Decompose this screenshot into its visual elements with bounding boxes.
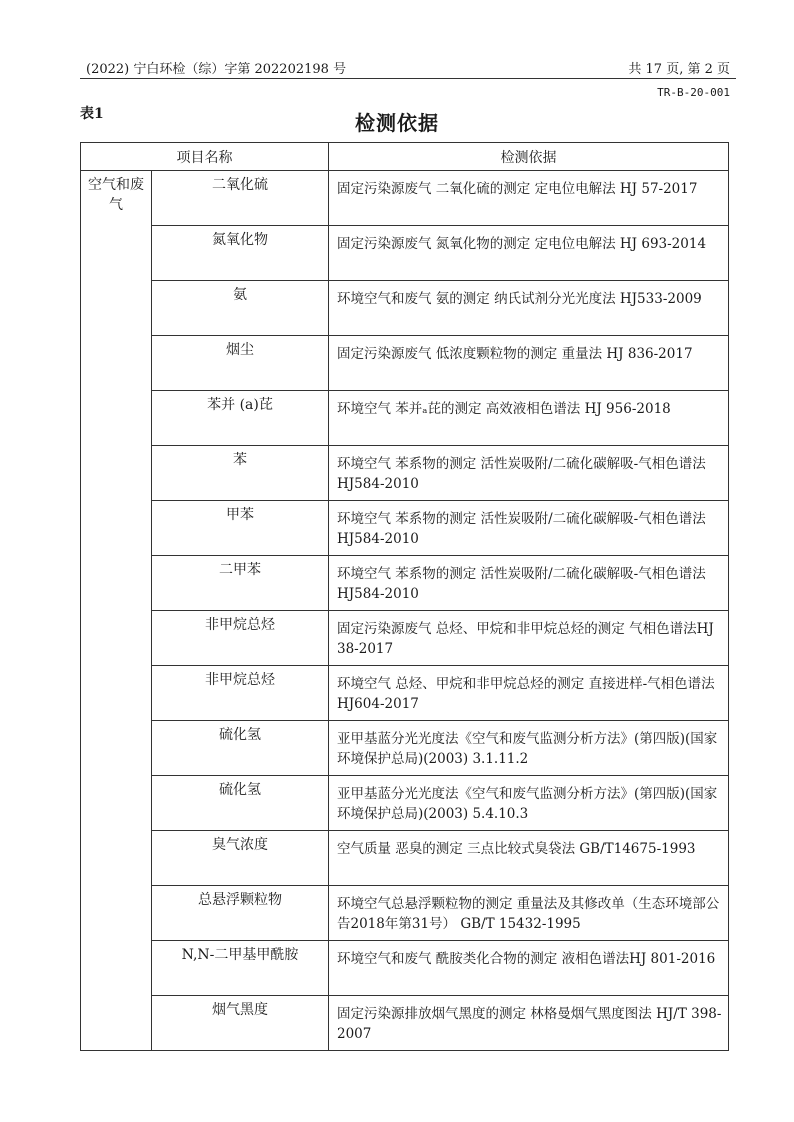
item-cell: 非甲烷总烃 <box>152 611 329 666</box>
table-header-row <box>81 143 729 171</box>
basis-cell: 环境空气 苯系物的测定 活性炭吸附/二硫化碳解吸-气相色谱法 HJ584-2010 <box>329 501 729 556</box>
item-cell: 苯 <box>152 446 329 501</box>
basis-cell: 环境空气 总烃、甲烷和非甲烷总烃的测定 直接进样-气相色谱法HJ604-2017 <box>329 666 729 721</box>
table-row <box>81 831 729 886</box>
item-cell: 总悬浮颗粒物 <box>152 886 329 941</box>
table-row <box>81 171 729 226</box>
item-cell: 二甲苯 <box>152 556 329 611</box>
basis-cell: 固定污染源废气 低浓度颗粒物的测定 重量法 HJ 836-2017 <box>329 336 729 391</box>
table-row <box>81 336 729 391</box>
table-row <box>81 776 729 831</box>
basis-cell: 环境空气和废气 酰胺类化合物的测定 液相色谱法HJ 801-2016 <box>329 941 729 996</box>
table-row <box>81 996 729 1051</box>
item-cell: N,N-二甲基甲酰胺 <box>152 941 329 996</box>
basis-cell: 固定污染源废气 氮氧化物的测定 定电位电解法 HJ 693-2014 <box>329 226 729 281</box>
basis-table <box>80 142 729 1051</box>
basis-cell: 环境空气 苯并ₐ芘的测定 高效液相色谱法 HJ 956-2018 <box>329 391 729 446</box>
table-row <box>81 611 729 666</box>
table-row <box>81 556 729 611</box>
table-label: 表1 <box>80 106 104 122</box>
item-cell: 臭气浓度 <box>152 831 329 886</box>
basis-cell: 固定污染源排放烟气黑度的测定 林格曼烟气黑度图法 HJ/T 398-2007 <box>329 996 729 1051</box>
table-row <box>81 666 729 721</box>
basis-cell: 环境空气和废气 氨的测定 纳氏试剂分光光度法 HJ533-2009 <box>329 281 729 336</box>
item-cell: 甲苯 <box>152 501 329 556</box>
basis-cell: 固定污染源废气 二氧化硫的测定 定电位电解法 HJ 57-2017 <box>329 171 729 226</box>
form-code: TR-B-20-001 <box>657 86 730 99</box>
table-row <box>81 281 729 336</box>
basis-cell: 亚甲基蓝分光光度法《空气和废气监测分析方法》(第四版)(国家环境保护总局)(2003) 3.1.11.2 <box>329 721 729 776</box>
page-info: 共 17 页, 第 2 页 <box>628 62 730 77</box>
category-cell: 空气和废气 <box>81 171 152 1051</box>
item-cell: 硫化氢 <box>152 776 329 831</box>
item-cell: 苯并 (a)芘 <box>152 391 329 446</box>
item-cell: 烟尘 <box>152 336 329 391</box>
header-divider <box>80 78 736 79</box>
item-cell: 氨 <box>152 281 329 336</box>
basis-cell: 固定污染源废气 总烃、甲烷和非甲烷总烃的测定 气相色谱法HJ 38-2017 <box>329 611 729 666</box>
table-row <box>81 941 729 996</box>
table-row <box>81 391 729 446</box>
page-title: 检测依据 <box>355 111 439 135</box>
item-cell: 氮氧化物 <box>152 226 329 281</box>
table-row <box>81 886 729 941</box>
header-item-name: 项目名称 <box>81 143 329 171</box>
item-cell: 硫化氢 <box>152 721 329 776</box>
table-row <box>81 226 729 281</box>
item-cell: 烟气黑度 <box>152 996 329 1051</box>
basis-cell: 亚甲基蓝分光光度法《空气和废气监测分析方法》(第四版)(国家环境保护总局)(2003) 5.4.10.3 <box>329 776 729 831</box>
basis-cell: 环境空气 苯系物的测定 活性炭吸附/二硫化碳解吸-气相色谱法 HJ584-2010 <box>329 446 729 501</box>
table-row <box>81 501 729 556</box>
item-cell: 非甲烷总烃 <box>152 666 329 721</box>
table-row <box>81 721 729 776</box>
table-row <box>81 446 729 501</box>
header-basis: 检测依据 <box>329 143 729 171</box>
basis-cell: 环境空气总悬浮颗粒物的测定 重量法及其修改单（生态环境部公告2018年第31号） GB/T 15432-1995 <box>329 886 729 941</box>
report-number: (2022) 宁白环检（综）字第 202202198 号 <box>86 62 347 77</box>
basis-cell: 空气质量 恶臭的测定 三点比较式臭袋法 GB/T14675-1993 <box>329 831 729 886</box>
item-cell: 二氧化硫 <box>152 171 329 226</box>
basis-cell: 环境空气 苯系物的测定 活性炭吸附/二硫化碳解吸-气相色谱法 HJ584-2010 <box>329 556 729 611</box>
